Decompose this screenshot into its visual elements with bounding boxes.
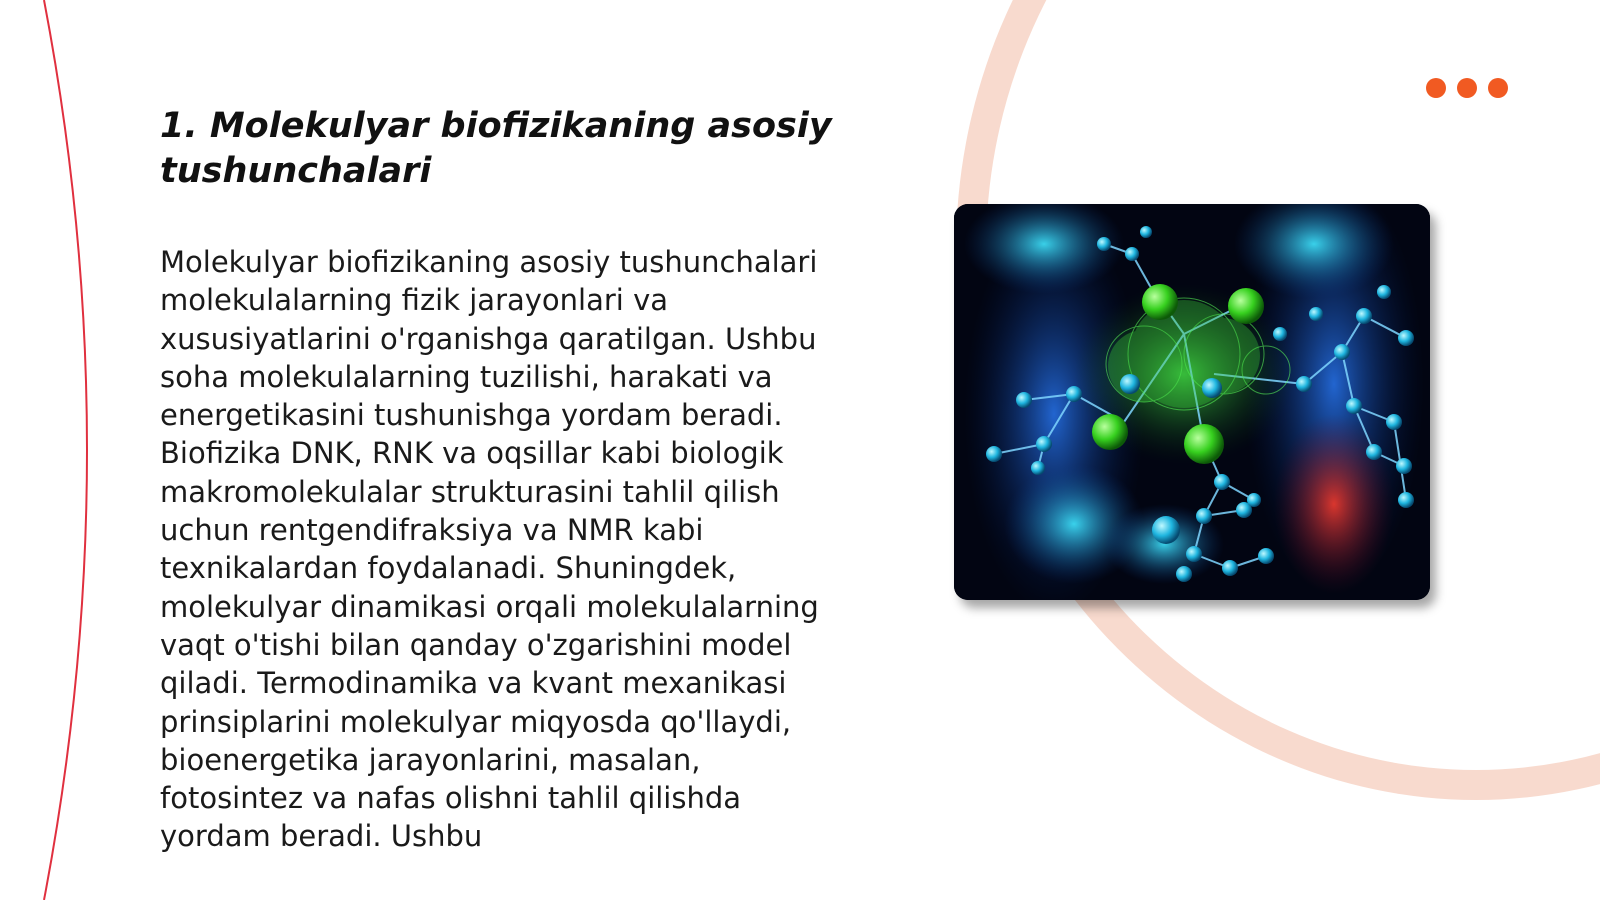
left-decorative-curve: [0, 0, 140, 900]
dot-icon: [1426, 78, 1446, 98]
molecule-image: [954, 204, 1430, 600]
slide-title: 1. Molekulyar biofizikaning asosiy tushunchalari: [160, 106, 832, 191]
dot-icon: [1457, 78, 1477, 98]
molecular-structure-illustration: [954, 204, 1430, 600]
more-dots-icon: [1426, 78, 1508, 98]
slide-body-text: Molekulyar biofizikaning asosiy tushunchalari molekulalarning fizik jarayonlari va xususiyatlarini o'rganishga qaratilgan. Ushbu soha molekulalarning tuzilishi, harakati va energetikasini tushunishga yordam beradi. Biofizika DNK, RNK va oqsillar kabi biologik makromolekulalar strukturasini tahlil qilish uchun rentgendifraksiya va NMR kabi texnikalardan foydalanadi. Shuningdek, molekulyar dinamikasi orqali molekulalarning vaqt o'tishi bilan qanday o'zgarishini model qiladi. Termodinamika va kvant mexanikasi prinsiplarini molekulyar miqyosda qo'llaydi, bioenergetika jarayonlarini, masalan, fotosintez va nafas olishni tahlil qilishda yordam beradi. Ushbu: [160, 245, 819, 854]
dot-icon: [1488, 78, 1508, 98]
